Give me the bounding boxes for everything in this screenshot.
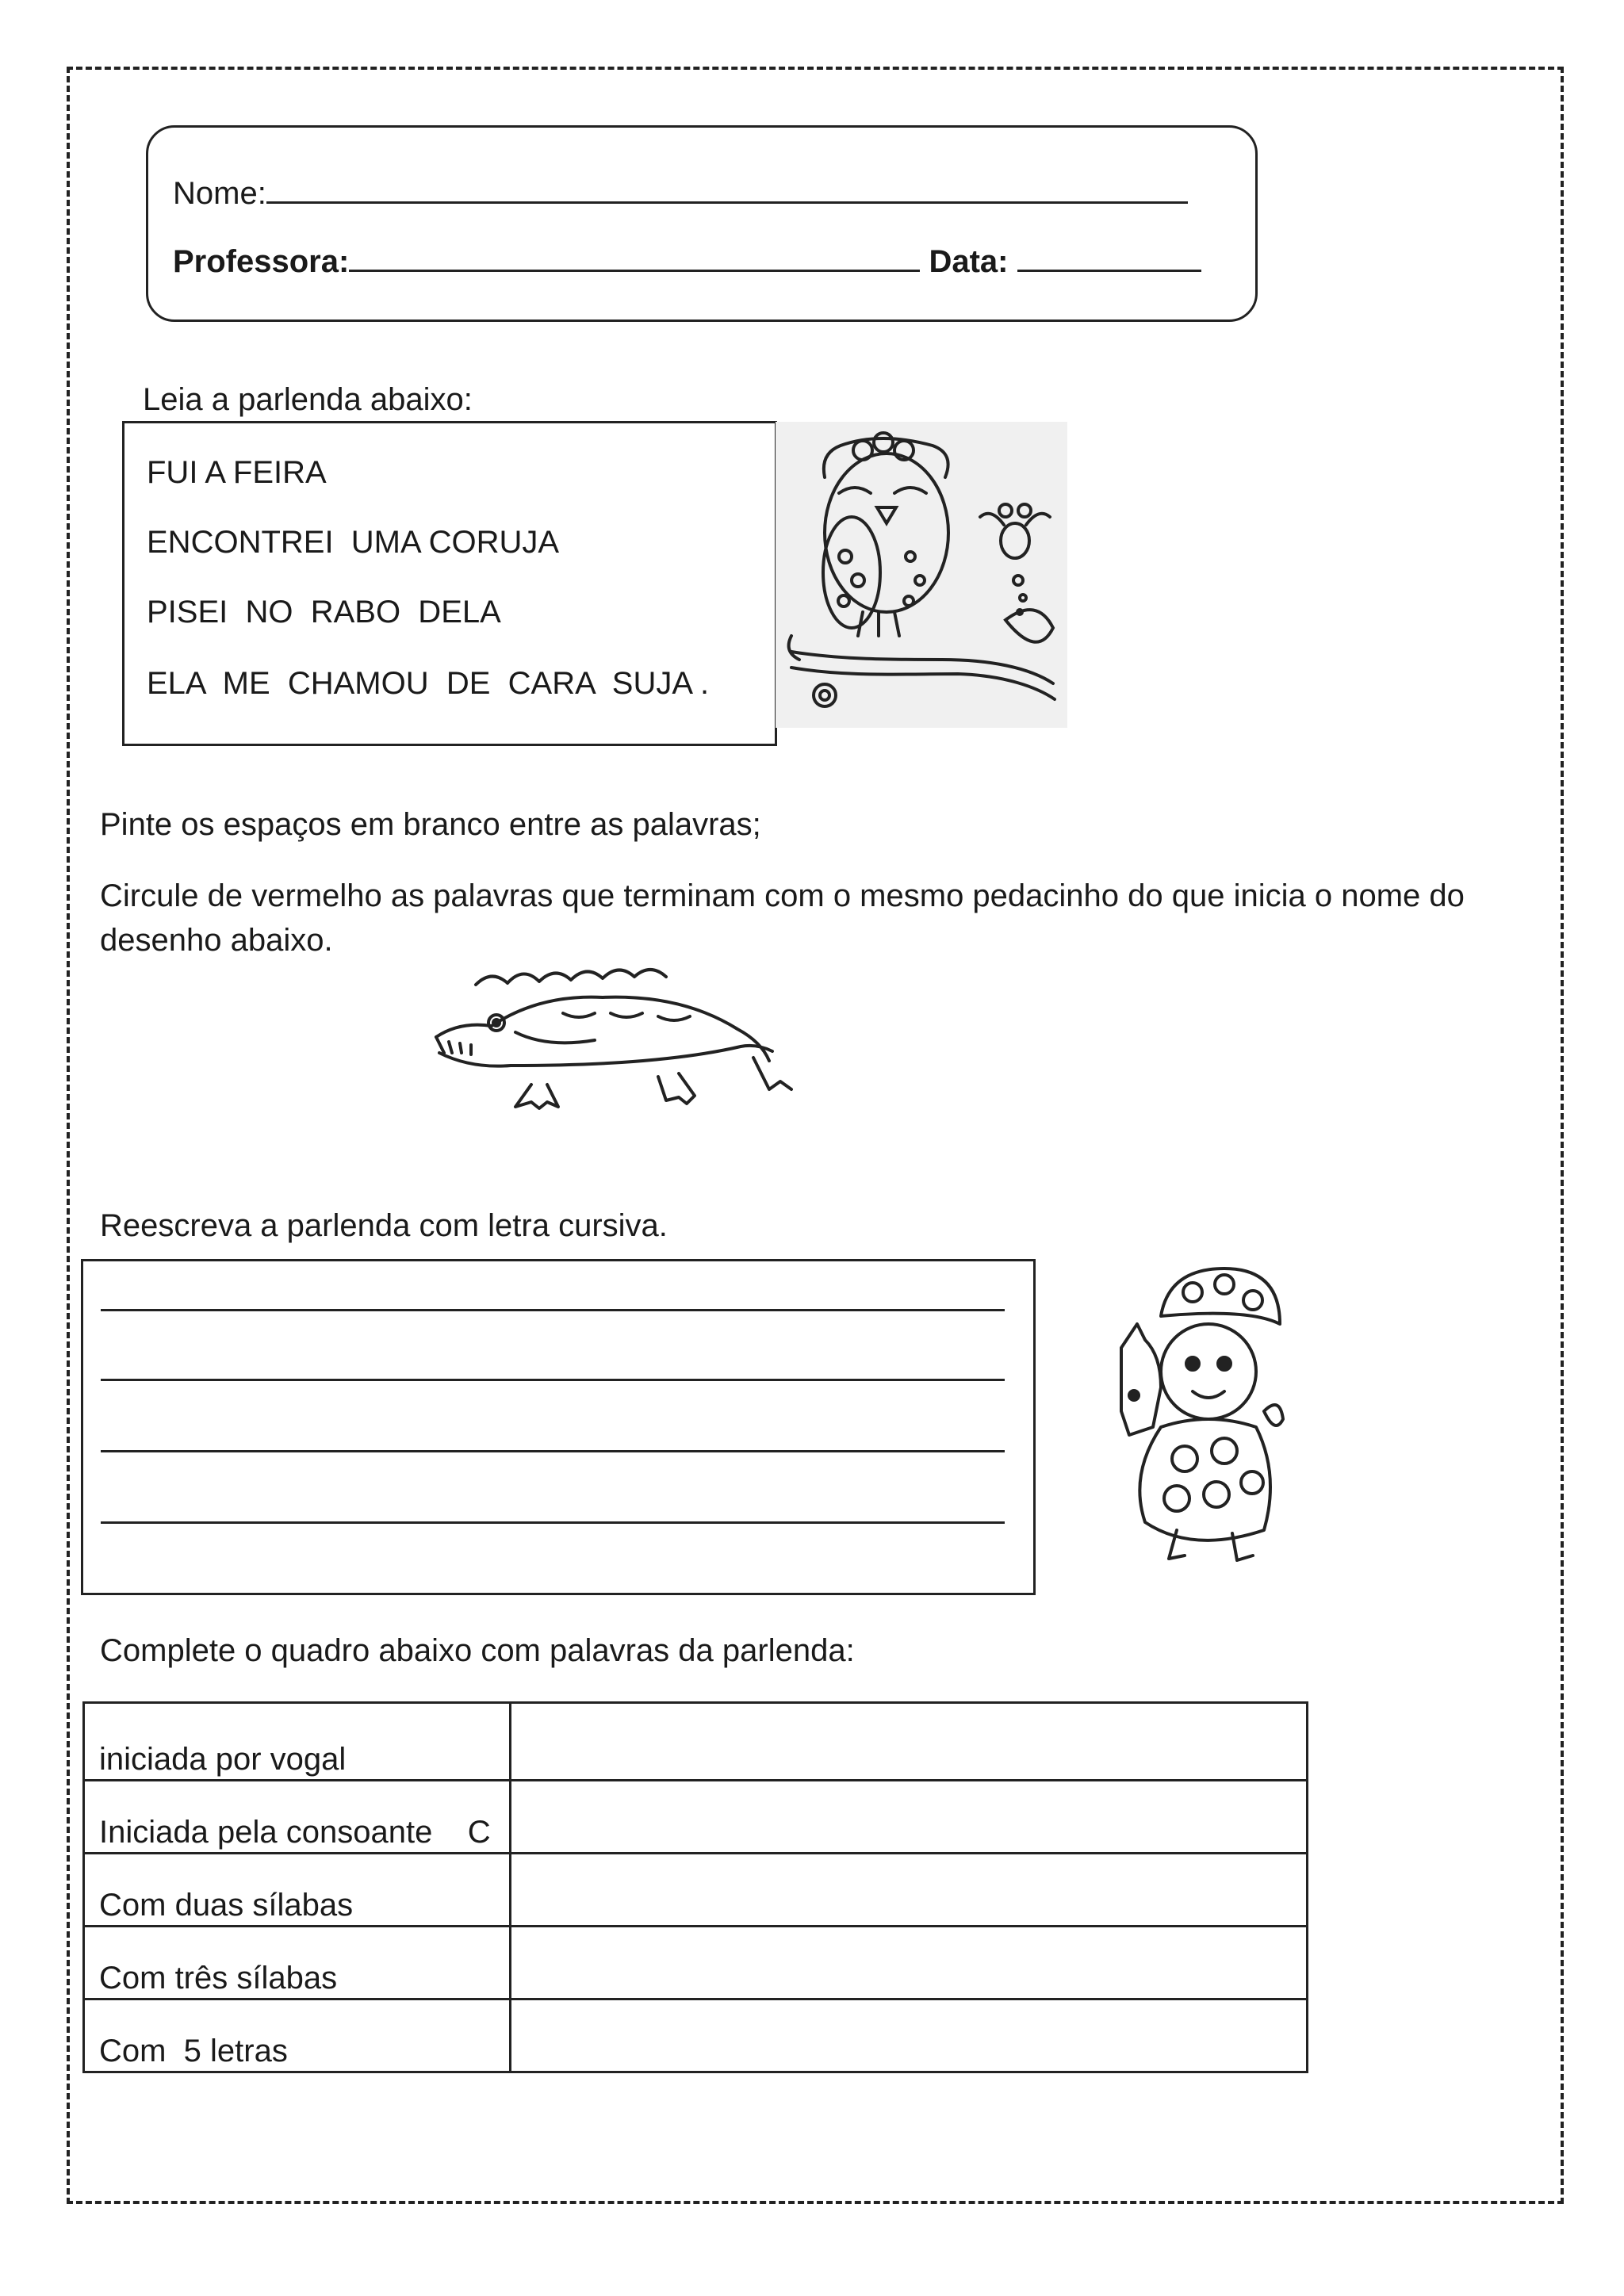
- table-row: [84, 1781, 1308, 1854]
- poem-line-1: FUI A FEIRA: [147, 455, 327, 490]
- answer-cell-4[interactable]: [511, 1927, 1308, 1999]
- table-row: [84, 1703, 1308, 1781]
- read-instruction: Leia a parlenda abaixo:: [143, 382, 473, 417]
- teacher-field[interactable]: [349, 239, 920, 272]
- date-label: Data:: [929, 244, 1009, 279]
- answer-cell-5[interactable]: [511, 1999, 1308, 2072]
- owl-illustration: [776, 422, 1067, 728]
- table-row: [84, 1999, 1308, 2072]
- teacher-date-row: [173, 239, 1201, 280]
- name-field[interactable]: [266, 171, 1188, 204]
- writing-line-3[interactable]: [101, 1450, 1005, 1452]
- complete-table-instruction: Complete o quadro abaixo com palavras da parlenda:: [100, 1633, 855, 1668]
- rewrite-box[interactable]: [81, 1259, 1036, 1595]
- table-row: [84, 1854, 1308, 1927]
- row-label-five-letters: Com 5 letras: [84, 1999, 511, 2072]
- writing-line-1[interactable]: [101, 1309, 1005, 1311]
- row-label-vowel-start: iniciada por vogal: [84, 1703, 511, 1781]
- circle-instruction-line-2: desenho abaixo.: [100, 923, 333, 958]
- answer-cell-3[interactable]: [511, 1854, 1308, 1927]
- student-info-box: [146, 125, 1258, 322]
- circle-instruction-line-1: Circule de vermelho as palavras que terminam com o mesmo pedacinho do que inicia o nome do: [100, 878, 1465, 913]
- row-label-two-syllables: Com duas sílabas: [84, 1854, 511, 1927]
- poem-line-2: ENCONTREI UMA CORUJA: [147, 525, 560, 560]
- row-label-consonant-c: Iniciada pela consoante C: [84, 1781, 511, 1854]
- poem-line-3: PISEI NO RABO DELA: [147, 595, 501, 629]
- paint-instruction: Pinte os espaços em branco entre as palavras;: [100, 807, 761, 842]
- teacher-label: Professora:: [173, 244, 350, 279]
- poem-line-4: ELA ME CHAMOU DE CARA SUJA .: [147, 666, 710, 701]
- row-label-three-syllables: Com três sílabas: [84, 1927, 511, 1999]
- rewrite-instruction: Reescreva a parlenda com letra cursiva.: [100, 1208, 668, 1243]
- name-row: [173, 171, 1188, 212]
- poem-box: [122, 421, 777, 746]
- answer-cell-2[interactable]: [511, 1781, 1308, 1854]
- girl-on-hobby-horse-illustration: [1105, 1261, 1288, 1570]
- date-field[interactable]: [1017, 239, 1201, 272]
- answer-cell-1[interactable]: [511, 1703, 1308, 1781]
- writing-line-4[interactable]: [101, 1521, 1005, 1524]
- crocodile-illustration: [420, 958, 793, 1116]
- name-label: Nome:: [173, 176, 266, 211]
- table-row: [84, 1927, 1308, 1999]
- word-classification-table: [82, 1701, 1308, 2073]
- writing-line-2[interactable]: [101, 1379, 1005, 1381]
